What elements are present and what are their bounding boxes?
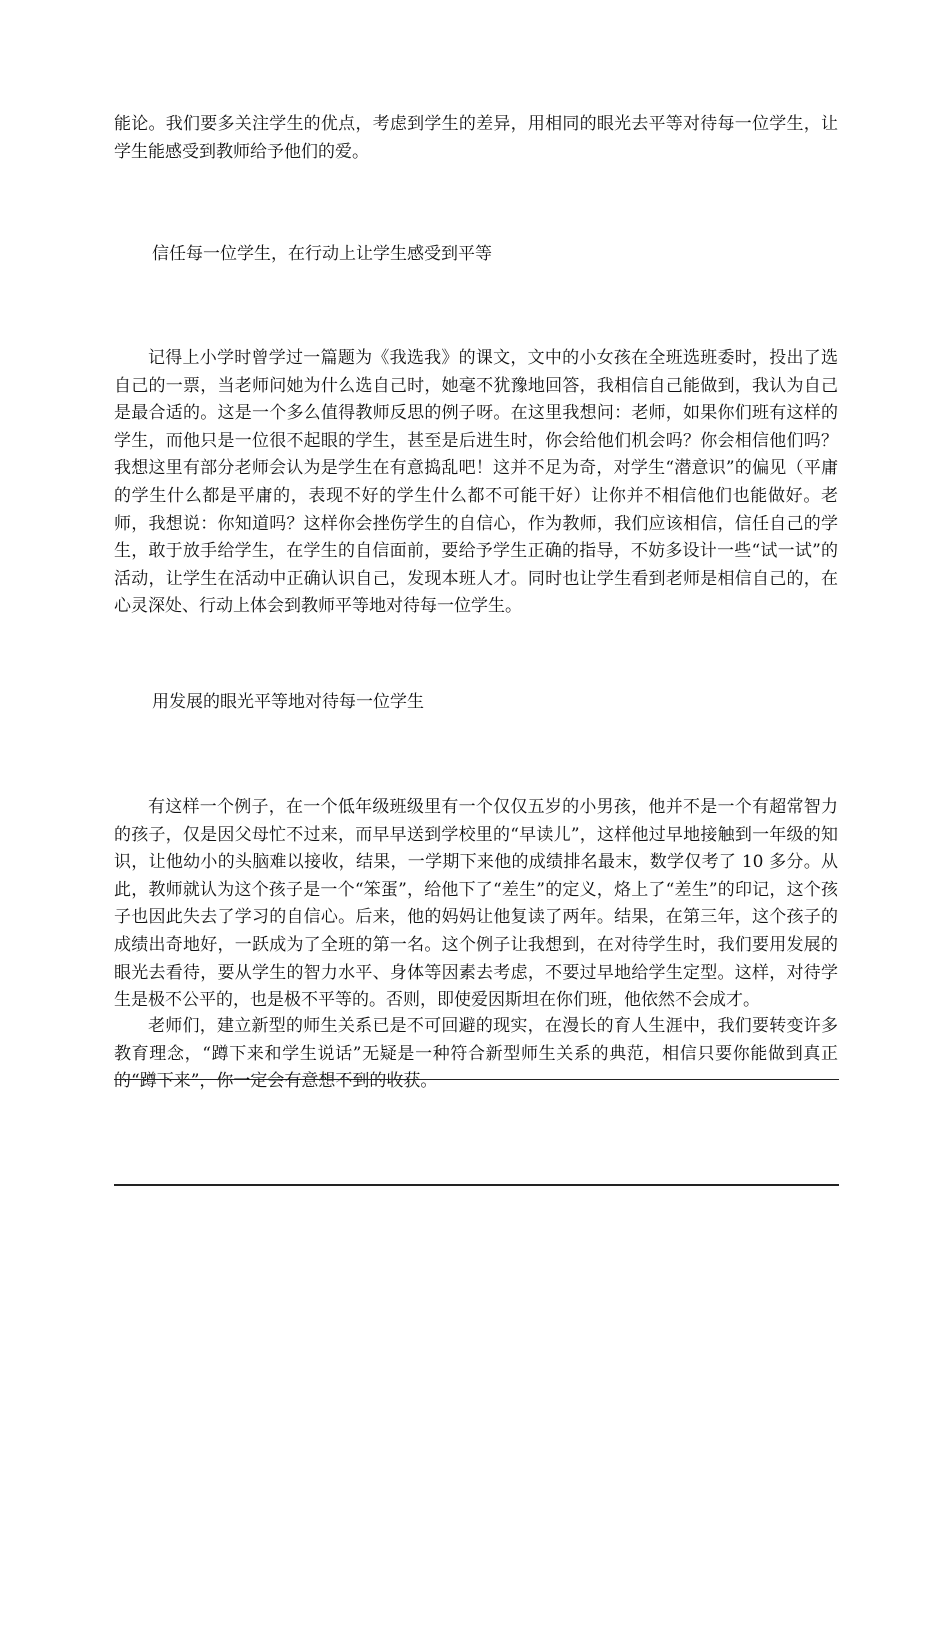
section-paragraph-trust: 记得上小学时曾学过一篇题为《我选我》的课文，文中的小女孩在全班选班委时，投出了选自己的一票，当老师问她为什么选自己时，她毫不犹豫地回答，我相信自己能做到，我认为自己是最合适的。这是一个多么值得教师反思的例子呀。在这里我想问：老师，如果你们班有这样的学生，而他只是一位很不起眼的学生，甚至是后进生时，你会给他们机会吗？你会相信他们吗？我想这里有部分老师会认为是学生在有意捣乱吧！这并不足为奇，对学生“潜意识”的偏见（平庸的学生什么都是平庸的，表现不好的学生什么都不可能干好）让你并不相信他们也能做好。老师，我想说：你知道吗？这样你会挫伤学生的自信心，作为教师，我们应该相信，信任自己的学生，敢于放手给学生，在学生的自信面前，要给予学生正确的指导，不妨多设计一些“试一试”的活动，让学生在活动中正确认识自己，发现本班人才。同时也让学生看到老师是相信自己的，在心灵深处、行动上体会到教师平等地对待每一位学生。 [114, 348, 838, 617]
underline-rule [114, 1079, 839, 1080]
section-heading-development: 用发展的眼光平等地对待每一位学生 [152, 692, 424, 712]
intro-paragraph: 能论。我们要多关注学生的优点，考虑到学生的差异，用相同的眼光去平等对待每一位学生，让学生能感受到教师给予他们的爱。 [114, 114, 838, 162]
closing-paragraph: 老师们，建立新型的师生关系已是不可回避的现实，在漫长的育人生涯中，我们要转变许多教育理念，“蹲下来和学生说话”无疑是一种符合新型师生关系的典范，相信只要你能做到真正的“蹲下来”，你一定会有意想不到的收获。 [114, 1016, 838, 1092]
section-paragraph-development: 有这样一个例子，在一个低年级班级里有一个仅仅五岁的小男孩，他并不是一个有超常智力的孩子，仅是因父母忙不过来，而早早送到学校里的“早读儿”，这样他过早地接触到一年级的知识，让他幼小的头脑难以接收，结果，一学期下来他的成绩排名最末，数学仅考了 10 多分。从此，教师就认为这个孩子是一个“笨蛋”，给他下了“差生”的定义，烙上了“差生”的印记，这个孩子也因此失去了学习的自信心。后来，他的妈妈让他复读了两年。结果，在第三年，这个孩子的成绩出奇地好，一跃成为了全班的第一名。这个例子让我想到，在对待学生时，我们要用发展的眼光去看待，要从学生的智力水平、身体等因素去考虑，不要过早地给学生定型。这样，对待学生是极不公平的，也是极不平等的。否则，即使爱因斯坦在你们班，他依然不会成才。 [114, 797, 838, 1011]
separator-rule [114, 1184, 839, 1186]
section-heading-trust: 信任每一位学生，在行动上让学生感受到平等 [152, 244, 492, 264]
